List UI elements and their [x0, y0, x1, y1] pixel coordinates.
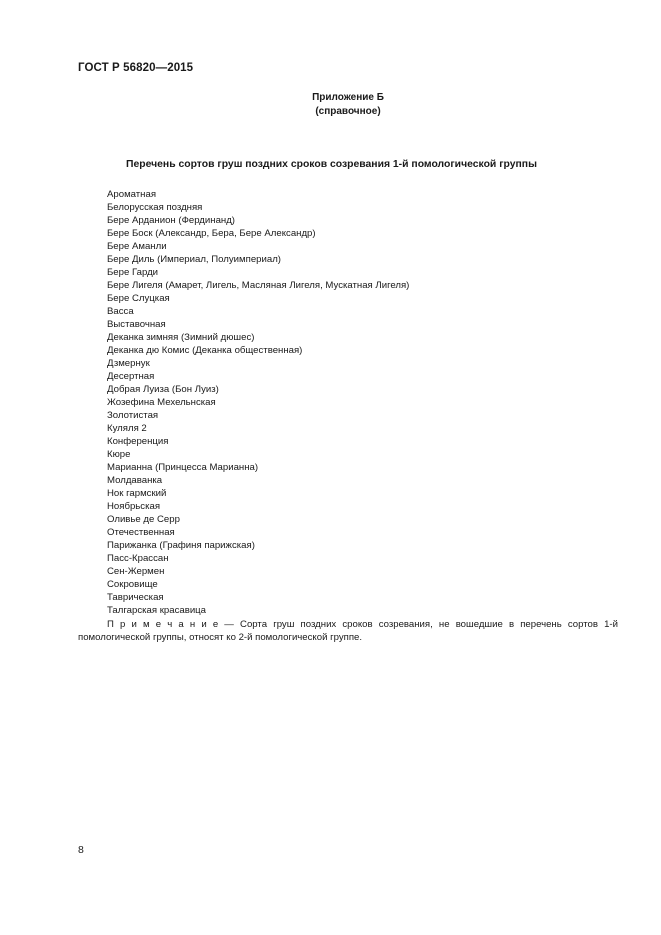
list-item: Сокровище — [107, 578, 158, 590]
list-item: Куляля 2 — [107, 422, 147, 434]
list-item: Васса — [107, 305, 134, 317]
list-item: Выставочная — [107, 318, 166, 330]
list-item: Отечественная — [107, 526, 175, 538]
list-item: Сен-Жермен — [107, 565, 165, 577]
list-item: Добрая Луиза (Бон Луиз) — [107, 383, 219, 395]
page-number: 8 — [78, 844, 84, 856]
list-item: Марианна (Принцесса Марианна) — [107, 461, 259, 473]
list-item: Бере Гарди — [107, 266, 159, 278]
list-item: Парижанка (Графиня парижская) — [107, 539, 255, 551]
list-item: Бере Арданион (Фердинанд) — [107, 214, 235, 226]
list-item: Золотистая — [107, 409, 159, 421]
list-item: Кюре — [107, 448, 131, 460]
list-item: Деканка зимняя (Зимний дюшес) — [107, 331, 255, 343]
document-code: ГОСТ Р 56820—2015 — [78, 62, 194, 74]
list-item: Дзмернук — [107, 357, 150, 369]
list-item: Бере Лигеля (Амарет, Лигель, Масляная Лигеля, Мускатная Лигеля) — [107, 279, 410, 291]
list-item: Талгарская красавица — [107, 604, 207, 616]
appendix-title: Приложение Б — [312, 92, 384, 103]
variety-list — [107, 189, 409, 617]
list-heading: Перечень сортов груш поздних сроков созревания 1-й помологической группы — [126, 159, 537, 170]
list-item: Таврическая — [107, 591, 164, 603]
list-item: Бере Слуцкая — [107, 292, 170, 304]
footnote: П р и м е ч а н и е — Сорта груш поздних сроков созревания, не вошедшие в перечень сортов 1-й помологической группы, относят ко 2-й помологической группе. — [78, 619, 618, 643]
list-item: Нок гармский — [107, 487, 167, 499]
list-item: Бере Диль (Империал, Полуимпериал) — [107, 253, 281, 265]
list-item: Бере Аманли — [107, 240, 167, 252]
appendix-subtitle: (справочное) — [315, 106, 381, 117]
list-item: Ноябрьская — [107, 500, 161, 512]
list-item: Десертная — [107, 370, 155, 382]
list-item: Пасс-Крассан — [107, 552, 169, 564]
list-item: Деканка дю Комис (Деканка общественная) — [107, 344, 303, 356]
list-item: Конференция — [107, 435, 169, 447]
list-item: Ароматная — [107, 189, 157, 200]
appendix-block — [248, 91, 448, 119]
list-item: Белорусская поздняя — [107, 201, 203, 213]
list-item: Бере Боск (Александр, Бера, Бере Александр) — [107, 227, 316, 239]
list-item: Оливье де Серр — [107, 513, 180, 525]
list-item: Молдаванка — [107, 474, 163, 486]
list-item: Жозефина Мехельнская — [107, 396, 216, 408]
